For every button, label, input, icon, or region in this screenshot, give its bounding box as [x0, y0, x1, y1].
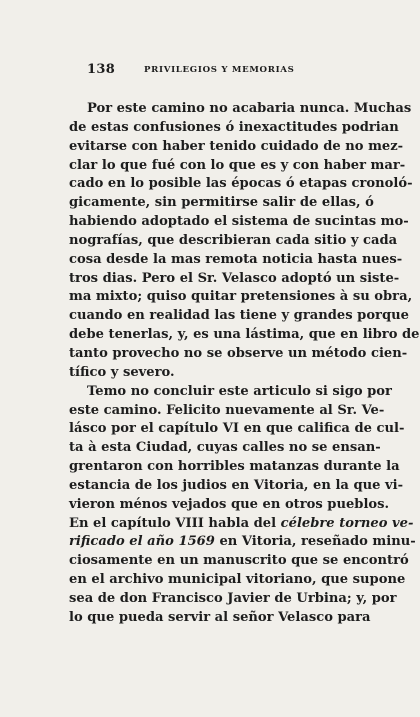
text-line: sea de don Francisco Javier de Urbina; y, por [69, 590, 397, 606]
text-line: tanto provecho no se observe un método cien- [69, 345, 408, 361]
text-line: ma mixto; quiso quitar pretensiones à su obra, [69, 289, 413, 305]
text-line: rificado el año 1569 en Vitoria, reseñado minu- [69, 534, 416, 550]
body-text [69, 100, 420, 628]
text-line: cosa desde la mas remota noticia hasta nues- [69, 251, 403, 267]
text-line: Temo no concluir este articulo si sigo por [87, 383, 392, 399]
text-line: debe tenerlas, y, es una lástima, que en libro de [69, 327, 420, 343]
text-line: clar lo que fué con lo que es y con haber mar- [69, 157, 406, 173]
text-line: vieron ménos vejados que en otros pueblos. [69, 496, 390, 512]
text-line: ta à esta Ciudad, cuyas calles no se ensan- [69, 440, 381, 456]
text-line: grentaron con horribles matanzas durante la [69, 459, 400, 475]
text-line: tífico y severo. [69, 364, 175, 380]
text-line: lo que pueda servir al señor Velasco para [69, 609, 371, 625]
running-title: PRIVILEGIOS Y MEMORIAS [144, 65, 295, 75]
text-line: este camino. Felicito nuevamente al Sr. Ve- [69, 402, 385, 418]
text-line: lásco por el capítulo VI en que califica de cul- [69, 421, 405, 437]
text-line: Por este camino no acabaria nunca. Muchas [87, 101, 412, 116]
text-line: habiendo adoptado el sistema de sucintas mo- [69, 214, 409, 230]
page-number: 138 [87, 62, 116, 77]
text-line: nografías, que describieran cada sitio y cada [69, 232, 398, 248]
text-line: evitarse con haber tenido cuidado de no mez- [69, 138, 404, 154]
text-line: En el capítulo VIII habla del célebre torneo ve- [69, 515, 414, 531]
text-line: ciosamente en un manuscrito que se encontró [69, 553, 409, 569]
text-line: tros dias. Pero el Sr. Velasco adoptó un siste- [69, 270, 400, 286]
text-line: cuando en realidad las tiene y grandes porque [69, 308, 409, 324]
text-line: gicamente, sin permitirse salir de ellas, ó [69, 195, 374, 211]
text-line: cado en lo posible las épocas ó etapas cronoló- [69, 176, 413, 192]
text-line: estancia de los judios en Vitoria, en la que vi- [69, 477, 404, 493]
text-line: en el archivo municipal vitoriano, que supone [69, 572, 406, 588]
page-header [87, 62, 357, 80]
text-line: de estas confusiones ó inexactitudes podrian [69, 119, 399, 135]
